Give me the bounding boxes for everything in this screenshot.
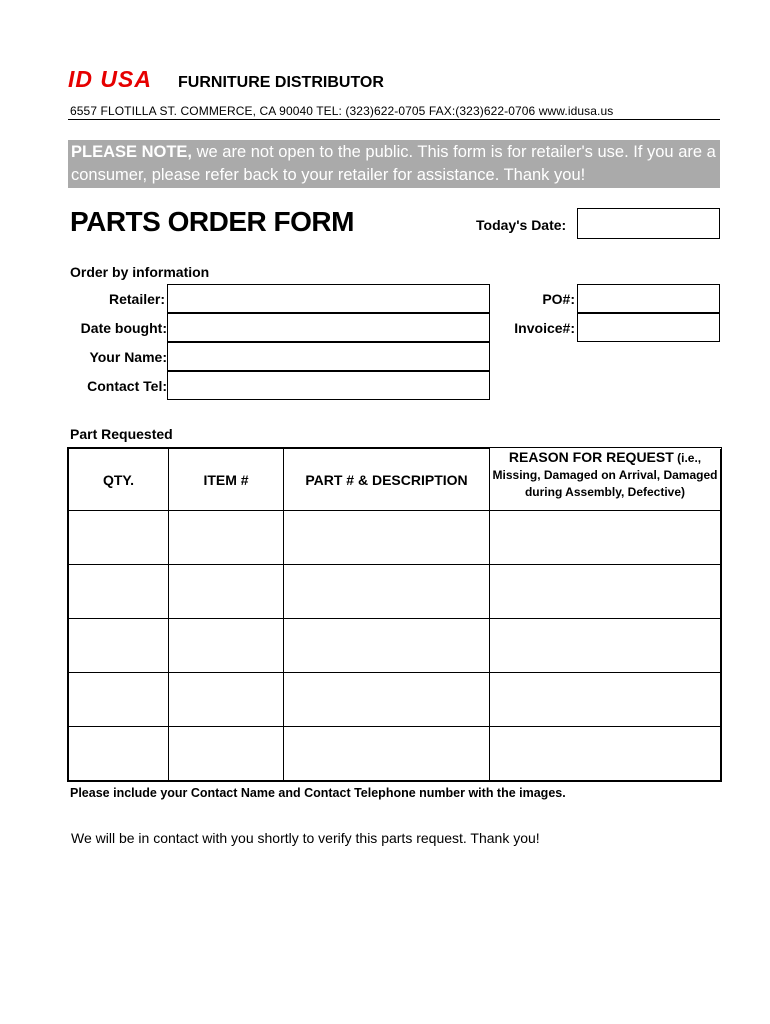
reason-cell[interactable] xyxy=(490,565,721,619)
table-row xyxy=(69,511,721,565)
date-bought-label: Date bought: xyxy=(80,320,167,336)
item-cell[interactable] xyxy=(169,511,284,565)
qty-column-header: QTY. xyxy=(69,449,169,511)
table-row xyxy=(69,673,721,727)
todays-date-label: Today's Date: xyxy=(476,217,567,233)
date-bought-field[interactable] xyxy=(167,313,490,342)
po-label: PO#: xyxy=(542,291,575,307)
parts-table xyxy=(68,448,721,781)
brand-logo-text: ID USA xyxy=(68,66,152,92)
reason-column-header xyxy=(490,449,721,511)
brand-subtitle: FURNITURE DISTRIBUTOR xyxy=(178,74,384,91)
item-cell[interactable] xyxy=(169,727,284,781)
qty-cell[interactable] xyxy=(69,727,169,781)
retailer-field[interactable] xyxy=(167,284,490,313)
qty-cell[interactable] xyxy=(69,565,169,619)
part-description-cell[interactable] xyxy=(284,511,490,565)
invoice-label: Invoice#: xyxy=(514,320,575,336)
thank-you-text: We will be in contact with you shortly to verify this parts request. Thank you! xyxy=(71,830,540,846)
item-column-header: ITEM # xyxy=(169,449,284,511)
reason-cell[interactable] xyxy=(490,673,721,727)
reason-header-examples: (i.e., Missing, Damaged on Arrival, Damaged during Assembly, Defective) xyxy=(492,450,718,499)
reason-header-main: REASON FOR REQUEST xyxy=(508,448,674,465)
item-cell[interactable] xyxy=(169,619,284,673)
qty-cell[interactable] xyxy=(69,619,169,673)
reason-cell[interactable] xyxy=(490,511,721,565)
your-name-field[interactable] xyxy=(167,342,490,371)
contact-tel-label: Contact Tel: xyxy=(87,378,167,394)
table-row xyxy=(69,727,721,781)
item-cell[interactable] xyxy=(169,565,284,619)
po-field[interactable] xyxy=(577,284,720,313)
contact-tel-field[interactable] xyxy=(167,371,490,400)
invoice-field[interactable] xyxy=(577,313,720,342)
qty-cell[interactable] xyxy=(69,511,169,565)
notice-text: we are not open to the public. This form is for retailer's use. If you are a consumer, please refer back to your retailer for assistance. Thank you! xyxy=(71,143,716,184)
order-by-section-label: Order by information xyxy=(70,264,210,280)
part-description-column-header: PART # & DESCRIPTION xyxy=(284,449,490,511)
parts-table-header xyxy=(69,449,721,511)
reason-cell[interactable] xyxy=(490,727,721,781)
your-name-label: Your Name: xyxy=(89,349,167,365)
retailer-label: Retailer: xyxy=(108,291,165,307)
header-divider xyxy=(68,119,720,120)
page-title: PARTS ORDER FORM xyxy=(70,206,354,237)
item-cell[interactable] xyxy=(169,673,284,727)
table-row xyxy=(69,619,721,673)
qty-cell[interactable] xyxy=(69,673,169,727)
include-contact-note: Please include your Contact Name and Contact Telephone number with the images. xyxy=(70,786,566,800)
company-address: 6557 FLOTILLA ST. COMMERCE, CA 90040 TEL: (323)622-0705 FAX:(323)622-0706 www.idusa.us xyxy=(70,104,614,118)
part-description-cell[interactable] xyxy=(284,673,490,727)
notice-bold: PLEASE NOTE, xyxy=(71,143,193,161)
part-description-cell[interactable] xyxy=(284,565,490,619)
reason-cell[interactable] xyxy=(490,619,721,673)
notice-banner xyxy=(68,140,720,188)
part-description-cell[interactable] xyxy=(284,727,490,781)
part-requested-section-label: Part Requested xyxy=(70,426,173,442)
todays-date-field[interactable] xyxy=(577,208,720,239)
table-row xyxy=(69,565,721,619)
part-description-cell[interactable] xyxy=(284,619,490,673)
